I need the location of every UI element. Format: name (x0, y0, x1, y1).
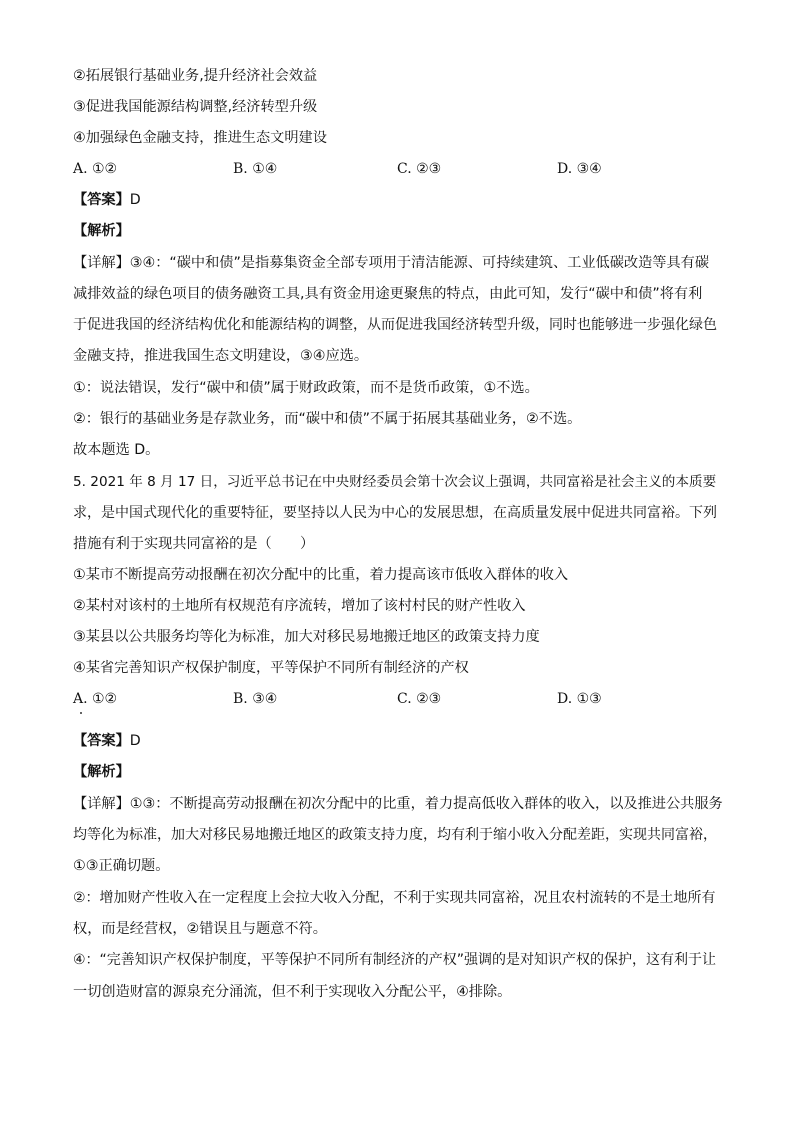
stray-dot (80, 712, 82, 714)
q5-answer-line (73, 731, 141, 751)
q5-option-4: ④某省完善知识产权保护制度，平等保护不同所有制经济的产权 (73, 660, 469, 676)
q5-detail-line: 【详解】①③：不断提高劳动报酬在初次分配中的比重，着力提高低收入群体的收入，以及推进公共服务 (73, 796, 723, 812)
q5-detail-line: 权，而是经营权，②错误且与题意不符。 (73, 921, 327, 937)
q5-option-3: ③某县以公共服务均等化为标准，加大对移民易地搬迁地区的政策支持力度 (73, 629, 540, 645)
q4-detail-line: 【详解】③④：“碳中和债”是指募集资金全部专项用于清洁能源、可持续建筑、工业低碳改造等具有碳 (73, 255, 710, 271)
q5-option-1: ①某市不断提高劳动报酬在初次分配中的比重，着力提高该市低收入群体的收入 (73, 567, 569, 583)
q4-detail-line: 减排效益的绿色项目的债务融资工具,具有资金用途更聚焦的特点，由此可知，发行“碳中和债”将有利 (73, 286, 703, 302)
q4-choice-d: D. ③④ (557, 161, 602, 177)
q4-answer-line (73, 190, 141, 210)
q5-detail-line: 一切创造财富的源泉充分涌流，但不利于实现收入分配公平，④排除。 (73, 984, 512, 1000)
answer-tag: 【答案】 (73, 733, 130, 749)
q4-choice-c: C. ②③ (397, 161, 442, 177)
q4-option-3: ③促进我国能源结构调整,经济转型升级 (73, 99, 318, 115)
q4-option-2: ②拓展银行基础业务,提升经济社会效益 (73, 68, 318, 84)
q4-option-4: ④加强绿色金融支持，推进生态文明建设 (73, 130, 327, 146)
q4-detail-line: 金融支持，推进我国生态文明建设，③④应选。 (73, 348, 369, 364)
q4-analysis-heading (73, 221, 130, 241)
analysis-tag: 【解析】 (73, 223, 130, 239)
q5-detail-line: ④：“完善知识产权保护制度，平等保护不同所有制经济的产权”强调的是对知识产权的保护，这有利于让 (73, 952, 717, 968)
q4-choice-b: B. ①④ (233, 161, 278, 177)
q4-detail-line: 于促进我国的经济结构优化和能源结构的调整，从而促进我国经济转型升级，同时也能够进一步强化绿色 (73, 317, 717, 333)
q5-stem-line: 5. 2021 年 8 月 17 日，习近平总书记在中央财经委员会第十次会议上强调，共同富裕是社会主义的本质要 (73, 474, 717, 490)
q5-detail-line: ②：增加财产性收入在一定程度上会拉大收入分配，不利于实现共同富裕，况且农村流转的不是土地所有 (73, 890, 716, 906)
answer-tag: 【答案】 (73, 192, 130, 208)
q5-detail-line: 均等化为标准，加大对移民易地搬迁地区的政策支持力度，均有利于缩小收入分配差距，实现共同富裕， (73, 827, 717, 843)
q5-choice-a: A. ①② (73, 691, 118, 707)
q5-choice-d: D. ①③ (557, 691, 602, 707)
q5-detail-line: ①③正确切题。 (73, 858, 170, 874)
answer-value: D (129, 192, 141, 208)
q5-choice-b: B. ③④ (233, 691, 278, 707)
q4-detail-line: ①：说法错误，发行“碳中和债”属于财政政策，而不是货币政策，①不选。 (73, 380, 539, 396)
q5-choices (73, 689, 723, 709)
answer-value: D (129, 733, 141, 749)
analysis-tag: 【解析】 (73, 764, 130, 780)
q5-stem-line: 求，是中国式现代化的重要特征，要坚持以人民为中心的发展思想，在高质量发展中促进共同富裕。下列 (73, 505, 717, 521)
q4-detail-line: ②：银行的基础业务是存款业务，而“碳中和债”不属于拓展其基础业务，②不选。 (73, 411, 582, 427)
q4-choices (73, 159, 723, 179)
q4-choice-a: A. ①② (73, 161, 118, 177)
q4-conclusion: 故本题选 D。 (73, 442, 160, 458)
q5-analysis-heading (73, 762, 130, 782)
q5-choice-c: C. ②③ (397, 691, 442, 707)
q5-stem-line: 措施有利于实现共同富裕的是（ ） (73, 536, 315, 552)
q5-option-2: ②某村对该村的土地所有权规范有序流转，增加了该村村民的财产性收入 (73, 598, 526, 614)
